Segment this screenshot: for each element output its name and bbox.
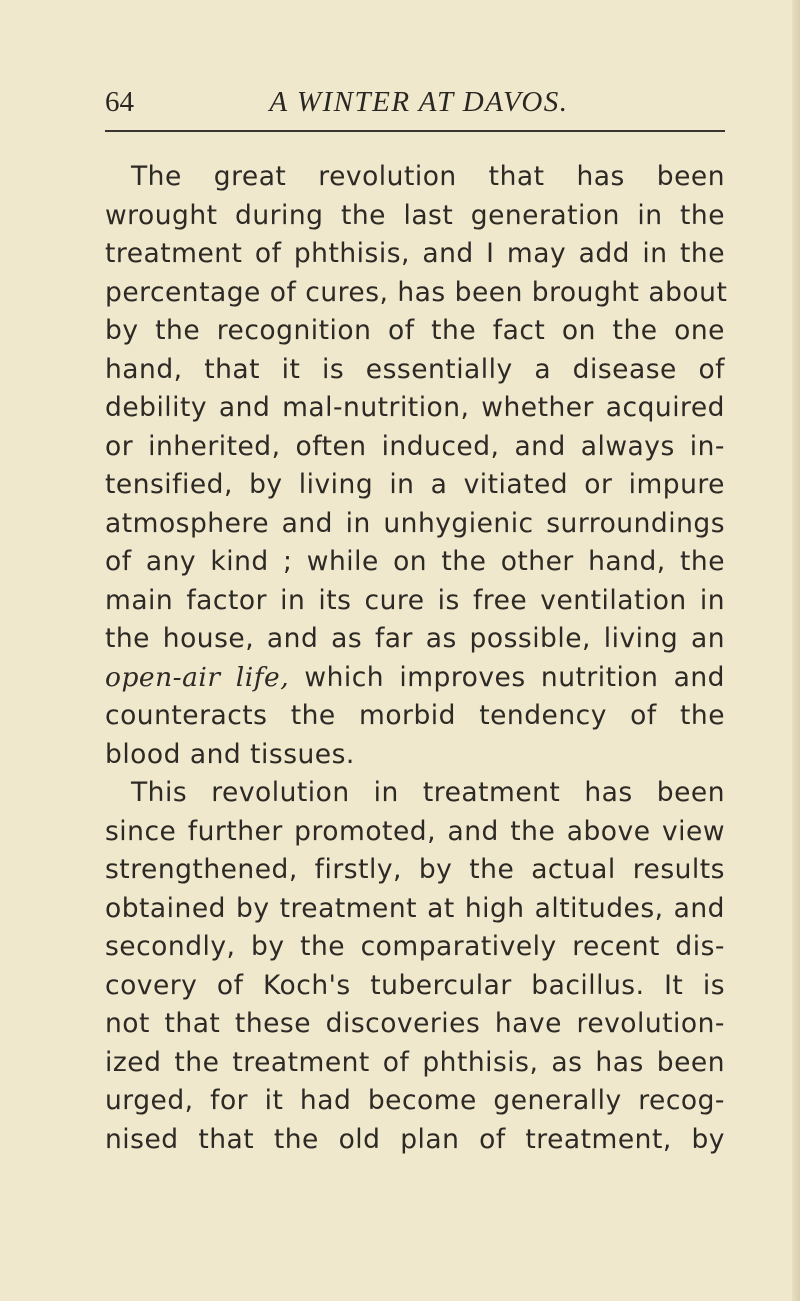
text-line: wrought during the last generation in the bbox=[105, 199, 725, 231]
text-line: treatment of phthisis, and I may add in the bbox=[105, 238, 725, 269]
running-title: A WINTER AT DAVOS. bbox=[269, 86, 569, 118]
header-rule bbox=[105, 130, 725, 132]
text-line: not that these discoveries have revolution- bbox=[105, 1008, 725, 1039]
page-number: 64 bbox=[105, 86, 134, 118]
text-line: nised that the old plan of treatment, by bbox=[105, 1123, 725, 1155]
text-line: percentage of cures, has been brought about bbox=[105, 276, 728, 308]
text-line: This revolution in treatment has been bbox=[131, 777, 725, 808]
text-line: debility and mal-nutrition, whether acquired bbox=[105, 392, 725, 423]
text-line: by the recognition of the fact on the one bbox=[105, 315, 725, 346]
text-line-mixed bbox=[105, 659, 725, 698]
text-line: hand, that it is essentially a disease of bbox=[105, 353, 725, 385]
text-line: blood and tissues. bbox=[105, 738, 355, 770]
text-line: ized the treatment of phthisis, as has been bbox=[105, 1046, 725, 1078]
text-line: main factor in its cure is free ventilation in bbox=[105, 584, 725, 616]
italic-phrase: open-air life, bbox=[105, 661, 290, 693]
text-line: tensified, by living in a vitiated or impure bbox=[105, 469, 725, 500]
text-line: secondly, by the comparatively recent dis- bbox=[105, 931, 725, 962]
body-text bbox=[105, 158, 728, 1159]
text-line: of any kind ; while on the other hand, the bbox=[105, 546, 725, 577]
page-edge bbox=[792, 0, 800, 1301]
text-line-rest: which improves nutrition and bbox=[289, 661, 725, 693]
text-line: urged, for it had become generally recog- bbox=[105, 1085, 725, 1116]
text-line: obtained by treatment at high altitudes, and bbox=[105, 892, 725, 924]
text-line: counteracts the morbid tendency of the bbox=[105, 700, 725, 731]
text-line: covery of Koch's tubercular bacillus. It is bbox=[105, 969, 725, 1001]
page-header bbox=[105, 82, 725, 128]
text-line: since further promoted, and the above view bbox=[105, 815, 725, 847]
text-line: the house, and as far as possible, living an bbox=[105, 623, 725, 654]
text-line: The great revolution that has been bbox=[131, 161, 725, 192]
text-line: strengthened, firstly, by the actual results bbox=[105, 854, 725, 885]
text-line: or inherited, often induced, and always in- bbox=[105, 430, 725, 462]
text-line: atmosphere and in unhygienic surroundings bbox=[105, 507, 725, 539]
